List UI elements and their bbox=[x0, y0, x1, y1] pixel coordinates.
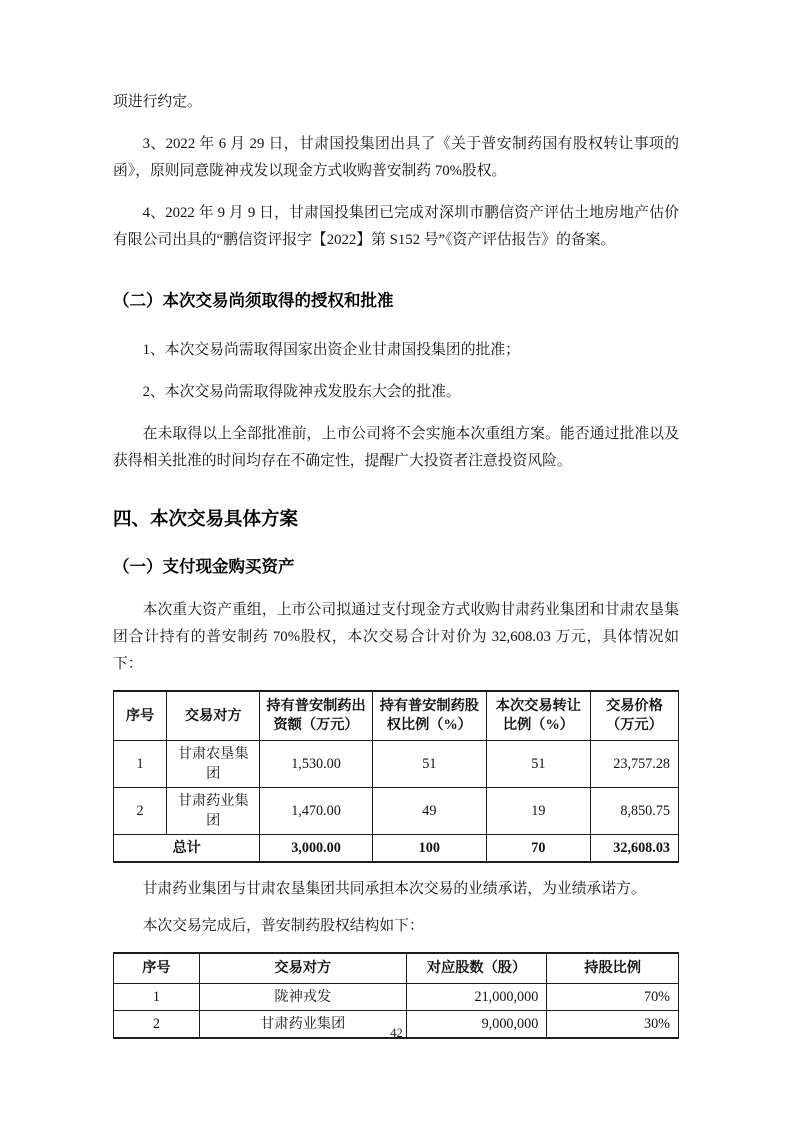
paragraph-item-3: 3、2022 年 6 月 29 日，甘肃国投集团出具了《关于普安制药国有股权转让事项的函》，原则同意陇神戎发以现金方式收购普安制药 70%股权。 bbox=[113, 136, 679, 179]
cell-shares: 9,000,000 bbox=[406, 1011, 547, 1039]
cell-shareholder: 陇神戎发 bbox=[199, 984, 406, 1011]
cell-seq: 1 bbox=[114, 741, 167, 788]
cell-capital: 1,470.00 bbox=[260, 788, 372, 835]
transaction-details-table bbox=[113, 690, 679, 863]
cell-counterparty: 甘肃药业集团 bbox=[167, 788, 260, 835]
column-header: 交易对方 bbox=[167, 691, 260, 741]
approval-item-2: 2、本次交易尚需取得陇神戎发股东大会的批准。 bbox=[142, 384, 461, 400]
column-header: 交易价格（万元） bbox=[590, 691, 678, 741]
cell-seq: 1 bbox=[114, 984, 200, 1011]
paragraph-risk-notice: 在未取得以上全部批准前，上市公司将不会实施本次重组方案。能否通过批准以及获得相关批准的时间均存在不确定性，提醒广大投资者注意投资风险。 bbox=[113, 426, 679, 469]
cell-price: 23,757.28 bbox=[590, 741, 678, 788]
heading-chapter-4: 四、本次交易具体方案 bbox=[113, 508, 299, 529]
table-row bbox=[114, 741, 679, 788]
column-header: 序号 bbox=[114, 953, 200, 984]
table-row bbox=[114, 984, 679, 1011]
cell-total-price: 32,608.03 bbox=[590, 835, 678, 863]
paragraph-continuation: 项进行约定。 bbox=[113, 94, 202, 110]
cell-transfer-pct: 51 bbox=[486, 741, 590, 788]
column-header: 持有普安制药出资额（万元） bbox=[260, 691, 372, 741]
cell-capital: 1,530.00 bbox=[260, 741, 372, 788]
paragraph-structure: 本次交易完成后，普安制药股权结构如下： bbox=[142, 918, 424, 934]
cell-equity-pct: 49 bbox=[372, 788, 486, 835]
cell-ratio: 30% bbox=[547, 1011, 679, 1039]
cell-shareholder: 甘肃药业集团 bbox=[199, 1011, 406, 1039]
cell-seq: 2 bbox=[114, 788, 167, 835]
approval-item-1: 1、本次交易尚需取得国家出资企业甘肃国投集团的批准； bbox=[142, 342, 520, 358]
paragraph-item-4: 4、2022 年 9 月 9 日，甘肃国投集团已完成对深圳市鹏信资产评估土地房地产估价有限公司出具的“鹏信资评报字【2022】第 S152 号”《资产评估报告》的备案。 bbox=[113, 205, 679, 248]
cell-total-capital: 3,000.00 bbox=[260, 835, 372, 863]
paragraph-plan: 本次重大资产重组，上市公司拟通过支付现金方式收购甘肃药业集团和甘肃农垦集团合计持有的普安制药 70%股权，本次交易合计对价为 32,608.03 万元，具体情况如下： bbox=[113, 602, 679, 672]
page-number: 42 bbox=[390, 1026, 403, 1040]
column-header: 持有普安制药股权比例（%） bbox=[372, 691, 486, 741]
heading-section-2: （二）本次交易尚须取得的授权和批准 bbox=[113, 292, 394, 310]
table-total-row bbox=[114, 835, 679, 863]
cell-ratio: 70% bbox=[547, 984, 679, 1011]
paragraph-commitment: 甘肃药业集团与甘肃农垦集团共同承担本次交易的业绩承诺，为业绩承诺方。 bbox=[142, 881, 646, 897]
column-header: 交易对方 bbox=[199, 953, 406, 984]
table-header-row bbox=[114, 691, 679, 741]
cell-transfer-pct: 19 bbox=[486, 788, 590, 835]
cell-shares: 21,000,000 bbox=[406, 984, 547, 1011]
cell-counterparty: 甘肃农垦集团 bbox=[167, 741, 260, 788]
column-header: 本次交易转让比例（%） bbox=[486, 691, 590, 741]
cell-total-label: 总计 bbox=[114, 835, 260, 863]
column-header: 对应股数（股） bbox=[406, 953, 547, 984]
table-header-row bbox=[114, 953, 679, 984]
column-header: 序号 bbox=[114, 691, 167, 741]
cell-total-equity-pct: 100 bbox=[372, 835, 486, 863]
table-row bbox=[114, 788, 679, 835]
heading-section-1: （一）支付现金购买资产 bbox=[113, 558, 295, 576]
cell-total-transfer-pct: 70 bbox=[486, 835, 590, 863]
cell-price: 8,850.75 bbox=[590, 788, 678, 835]
cell-seq: 2 bbox=[114, 1011, 200, 1039]
column-header: 持股比例 bbox=[547, 953, 679, 984]
cell-equity-pct: 51 bbox=[372, 741, 486, 788]
